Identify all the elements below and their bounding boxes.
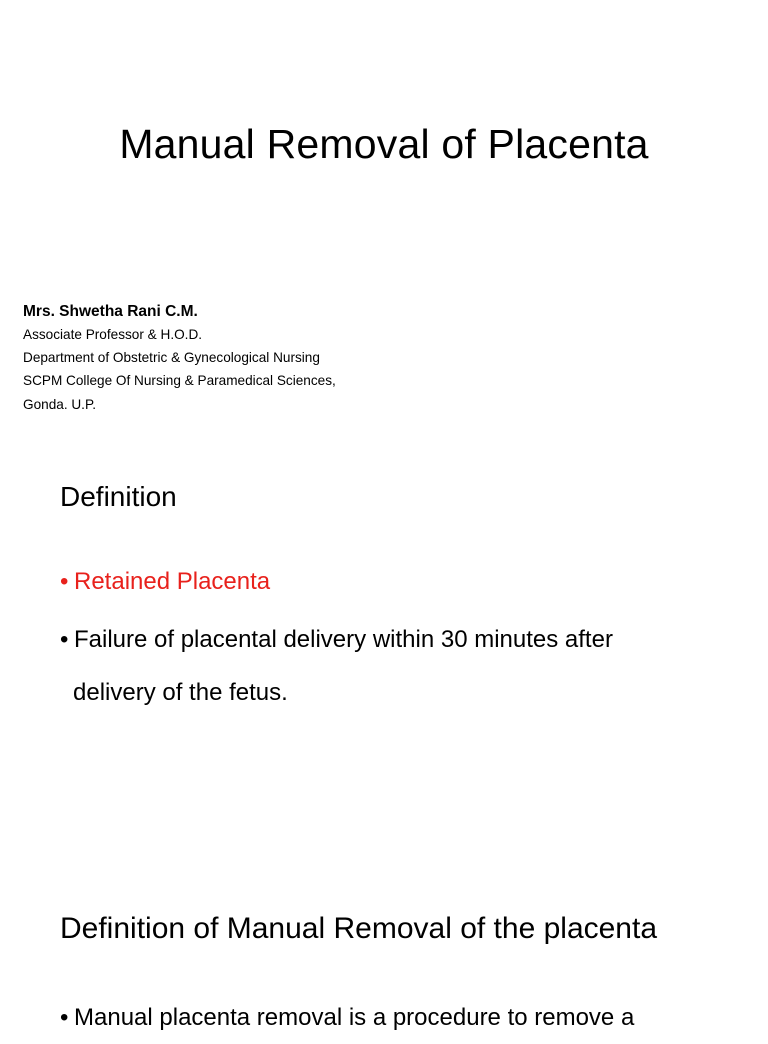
- slide-title: Manual Removal of Placenta: [119, 121, 649, 167]
- bullet-item: [60, 556, 270, 608]
- bullet-text: Failure of placental delivery within 30 minutes after: [74, 626, 613, 653]
- author-name: Mrs. Shwetha Rani C.M.: [23, 303, 198, 320]
- section-heading-definition: Definition: [60, 481, 177, 512]
- bullet-item: [60, 992, 634, 1044]
- author-role: Associate Professor & H.O.D.: [23, 327, 203, 342]
- author-college: SCPM College Of Nursing & Paramedical Sciences,: [23, 373, 336, 388]
- bullet-marker: •: [60, 568, 69, 595]
- author-department: Department of Obstetric & Gynecological Nursing: [23, 350, 320, 365]
- bullet-marker: •: [60, 1004, 69, 1031]
- section-heading-manual-removal: Definition of Manual Removal of the placenta: [60, 912, 658, 945]
- bullet-item: [60, 614, 710, 666]
- bullet-marker: •: [60, 626, 69, 653]
- bullet-text-continuation: delivery of the fetus.: [73, 679, 288, 706]
- bullet-text: Manual placenta removal is a procedure to remove a: [74, 1004, 635, 1031]
- bullet-text: Retained Placenta: [74, 568, 271, 595]
- author-city: Gonda. U.P.: [23, 397, 97, 412]
